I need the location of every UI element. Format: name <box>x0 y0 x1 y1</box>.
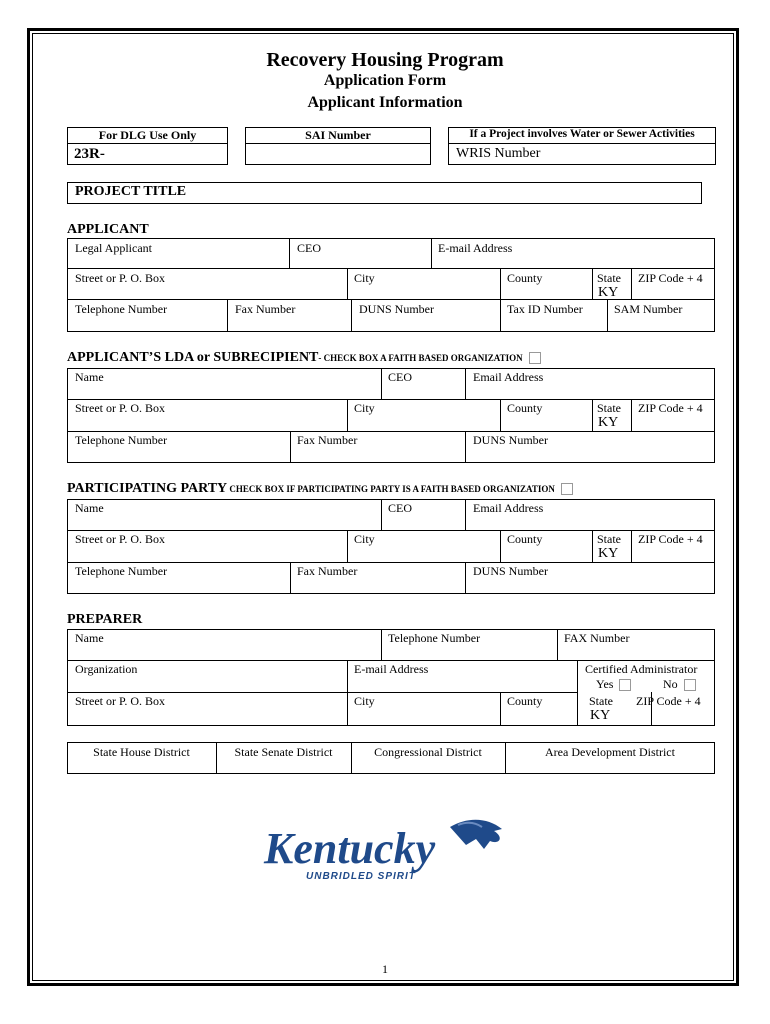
kentucky-logo-graphic <box>262 815 512 885</box>
party-county-label: County <box>507 532 543 546</box>
party-fax-label: Fax Number <box>297 564 358 578</box>
form-subtitle: Application Form <box>323 72 447 89</box>
party-duns-label: DUNS Number <box>473 564 548 578</box>
lda-phone-label: Telephone Number <box>75 433 168 447</box>
preparer-fax-label: FAX Number <box>564 631 630 645</box>
applicant-state-label: State <box>597 271 621 285</box>
lda-state-label: State <box>597 401 621 415</box>
certified-admin-label: Certified Administrator <box>585 662 698 676</box>
applicant-state-value: KY <box>598 285 619 300</box>
dlg-use-label: For DLG Use Only <box>98 128 197 142</box>
party-street-label: Street or P. O. Box <box>75 532 165 546</box>
certified-yes-label: Yes <box>596 677 614 691</box>
sai-number-label: SAI Number <box>305 128 371 142</box>
lda-zip-label: ZIP Code + 4 <box>638 401 703 415</box>
state-senate-district-label: State Senate District <box>234 745 333 759</box>
lda-ceo-label: CEO <box>388 370 412 384</box>
applicant-fax-label: Fax Number <box>235 302 296 316</box>
applicant-duns-label: DUNS Number <box>359 302 434 316</box>
certified-no-checkbox[interactable] <box>684 679 696 691</box>
party-zip-label: ZIP Code + 4 <box>638 532 703 546</box>
wris-value: WRIS Number <box>456 146 541 161</box>
lda-name-label: Name <box>75 370 104 384</box>
party-email-label: Email Address <box>473 501 544 515</box>
party-note: CHECK BOX IF PARTICIPATING PARTY IS A FAITH BASED ORGANIZATION <box>227 484 555 494</box>
party-name-label: Name <box>75 501 104 515</box>
applicant-taxid-label: Tax ID Number <box>507 302 583 316</box>
applicant-zip-label: ZIP Code + 4 <box>638 271 703 285</box>
lda-street-label: Street or P. O. Box <box>75 401 165 415</box>
legal-applicant-label: Legal Applicant <box>75 241 152 255</box>
applicant-heading: APPLICANT <box>67 222 149 237</box>
applicant-county-label: County <box>507 271 543 285</box>
preparer-city-label: City <box>354 694 375 708</box>
lda-county-label: County <box>507 401 543 415</box>
lda-fax-label: Fax Number <box>297 433 358 447</box>
party-phone-label: Telephone Number <box>75 564 168 578</box>
applicant-phone-label: Telephone Number <box>75 302 168 316</box>
preparer-phone-label: Telephone Number <box>388 631 481 645</box>
lda-duns-label: DUNS Number <box>473 433 548 447</box>
preparer-state-label: State <box>589 694 613 708</box>
page-number: 1 <box>382 962 388 976</box>
party-city-label: City <box>354 532 375 546</box>
applicant-street-label: Street or P. O. Box <box>75 271 165 285</box>
preparer-org-label: Organization <box>75 662 138 676</box>
preparer-state-value: KY <box>590 708 611 723</box>
logo-wordmark: Kentucky <box>264 824 436 873</box>
lda-note: - CHECK BOX A FAITH BASED ORGANIZATION <box>318 353 523 363</box>
applicant-sam-label: SAM Number <box>614 302 683 316</box>
applicant-city-label: City <box>354 271 375 285</box>
party-faith-checkbox[interactable] <box>561 483 573 495</box>
lda-faith-checkbox[interactable] <box>529 352 541 364</box>
party-ceo-label: CEO <box>388 501 412 515</box>
lda-city-label: City <box>354 401 375 415</box>
congressional-district-label: Congressional District <box>374 745 482 759</box>
preparer-street-label: Street or P. O. Box <box>75 694 165 708</box>
preparer-email-label: E-mail Address <box>354 662 429 676</box>
preparer-county-label: County <box>507 694 543 708</box>
applicant-email-label: E-mail Address <box>438 241 513 255</box>
party-state-label: State <box>597 532 621 546</box>
party-heading: PARTICIPATING PARTY <box>67 481 228 496</box>
state-house-district-label: State House District <box>93 745 190 759</box>
project-title-label: PROJECT TITLE <box>75 184 187 199</box>
lda-state-value: KY <box>598 415 619 430</box>
form-title: Recovery Housing Program <box>266 49 504 71</box>
preparer-name-label: Name <box>75 631 104 645</box>
party-state-value: KY <box>598 546 619 561</box>
kentucky-logo <box>262 815 512 885</box>
certified-yes-checkbox[interactable] <box>619 679 631 691</box>
area-development-district-label: Area Development District <box>545 745 675 759</box>
wris-label: If a Project involves Water or Sewer Activities <box>469 128 695 140</box>
applicant-ceo-label: CEO <box>297 241 321 255</box>
lda-email-label: Email Address <box>473 370 544 384</box>
dlg-use-value: 23R- <box>74 146 105 162</box>
form-subtitle-2: Applicant Information <box>307 94 463 111</box>
logo-tagline: UNBRIDLED SPIRIT <box>306 871 416 882</box>
preparer-zip-label: ZIP Code + 4 <box>636 694 701 708</box>
lda-heading: APPLICANT’S LDA or SUBRECIPIENT <box>67 350 319 365</box>
certified-no-label: No <box>663 677 678 691</box>
preparer-heading: PREPARER <box>67 612 143 627</box>
